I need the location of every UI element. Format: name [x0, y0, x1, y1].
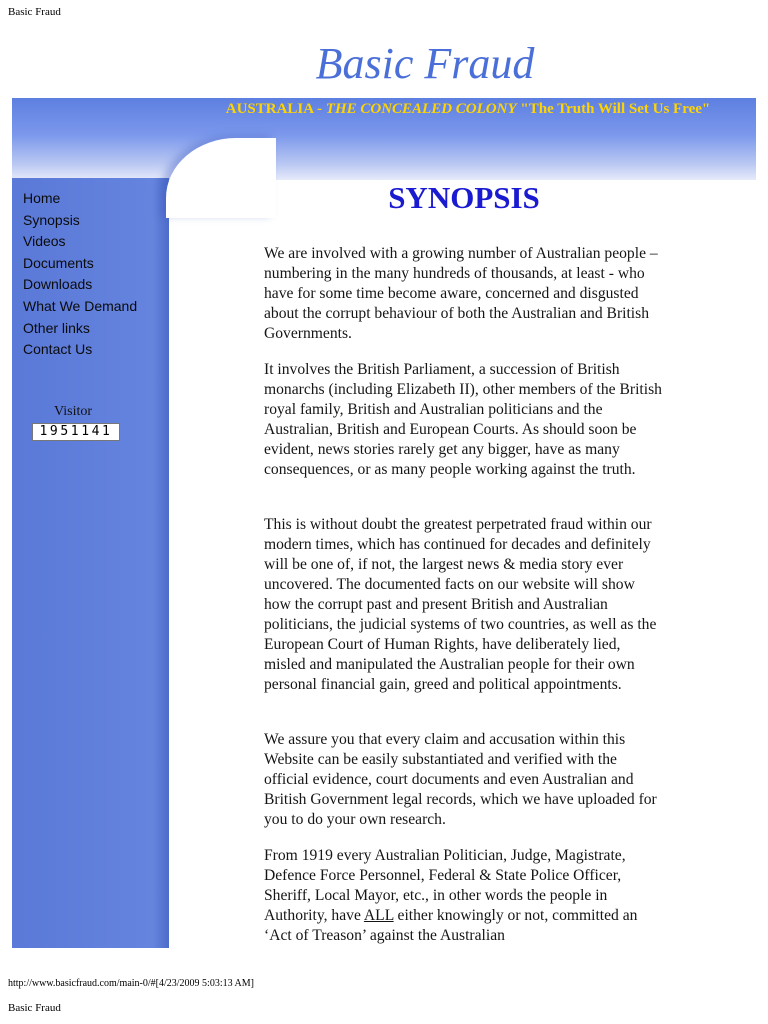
nav-item-home[interactable]: Home	[23, 190, 61, 206]
treason-text-end: either knowingly or not, committed an ‘Act of Treason’ against the Australian	[264, 907, 638, 944]
tagline-colony: THE CONCEALED COLONY	[325, 101, 517, 117]
sidebar-nav	[23, 188, 137, 361]
treason-emphasis: ALL	[363, 907, 394, 924]
nav-item-synopsis[interactable]: Synopsis	[23, 211, 80, 228]
paragraph-intro: We are involved with a growing number of Australian people – numbering in the many hundreds of thousands, at least - who have for some time become aware, concerned and disgusted about the corrupt behaviour of both the Australian and British Governments.	[264, 245, 658, 342]
print-footer-url: http://www.basicfraud.com/main-0/#[4/23/2009 5:03:13 AM]	[8, 978, 254, 989]
nav-item-other-links[interactable]: Other links	[23, 319, 90, 336]
paragraph-assurance: We assure you that every claim and accusation within this Website can be easily substantiated and verified with the official evidence, court documents and even Australian and British Government legal records, which we have uploaded for you to do your own research.	[264, 731, 657, 828]
nav-item-videos[interactable]: Videos	[23, 233, 66, 250]
nav-item-documents[interactable]: Documents	[23, 254, 94, 271]
paragraph-involvement: It involves the British Parliament, a succession of British monarchs (including Elizabeth II), other members of the British royal family, British and Australian politicians and the Australian, British and European Courts. As should soon be evident, news stories rarely get any bigger, have as many consequences, or as many people working against the truth.	[264, 361, 662, 478]
nav-item-what-we-demand[interactable]: What We Demand	[23, 297, 138, 314]
treason-text-start: From 1919 every Australian Politician, Judge, Magistrate, Defence Force Personnel, Federal & State Police Officer, Sheriff, Local Mayor, etc., in other words the people in Authority, have	[264, 847, 626, 924]
site-tagline	[198, 100, 738, 119]
tagline-country: AUSTRALIA -	[225, 101, 326, 117]
print-header-title: Basic Fraud	[8, 6, 61, 18]
visitor-label: Visitor	[54, 404, 93, 419]
page-heading: SYNOPSIS	[388, 180, 540, 215]
visitor-counter: 1951141	[32, 423, 120, 441]
paragraph-treason	[264, 846, 664, 948]
print-footer-title: Basic Fraud	[8, 1002, 61, 1014]
site-title: Basic Fraud	[315, 39, 535, 88]
nav-item-contact-us[interactable]: Contact Us	[23, 341, 93, 358]
tagline-motto: "The Truth Will Set Us Free"	[516, 101, 711, 117]
paragraph-fraud: This is without doubt the greatest perpetrated fraud within our modern times, which has continued for decades and definitely will be one of, if not, the largest news & media story ever uncovered. The documented facts on our website will show how the corrupt past and present British and Australian politicians, the judicial systems of two countries, as well as the European Court of Human Rights, have deliberately lied, misled and manipulated the Australian people for their own personal financial gain, greed and political appointments.	[264, 516, 657, 693]
nav-item-downloads[interactable]: Downloads	[23, 276, 93, 293]
